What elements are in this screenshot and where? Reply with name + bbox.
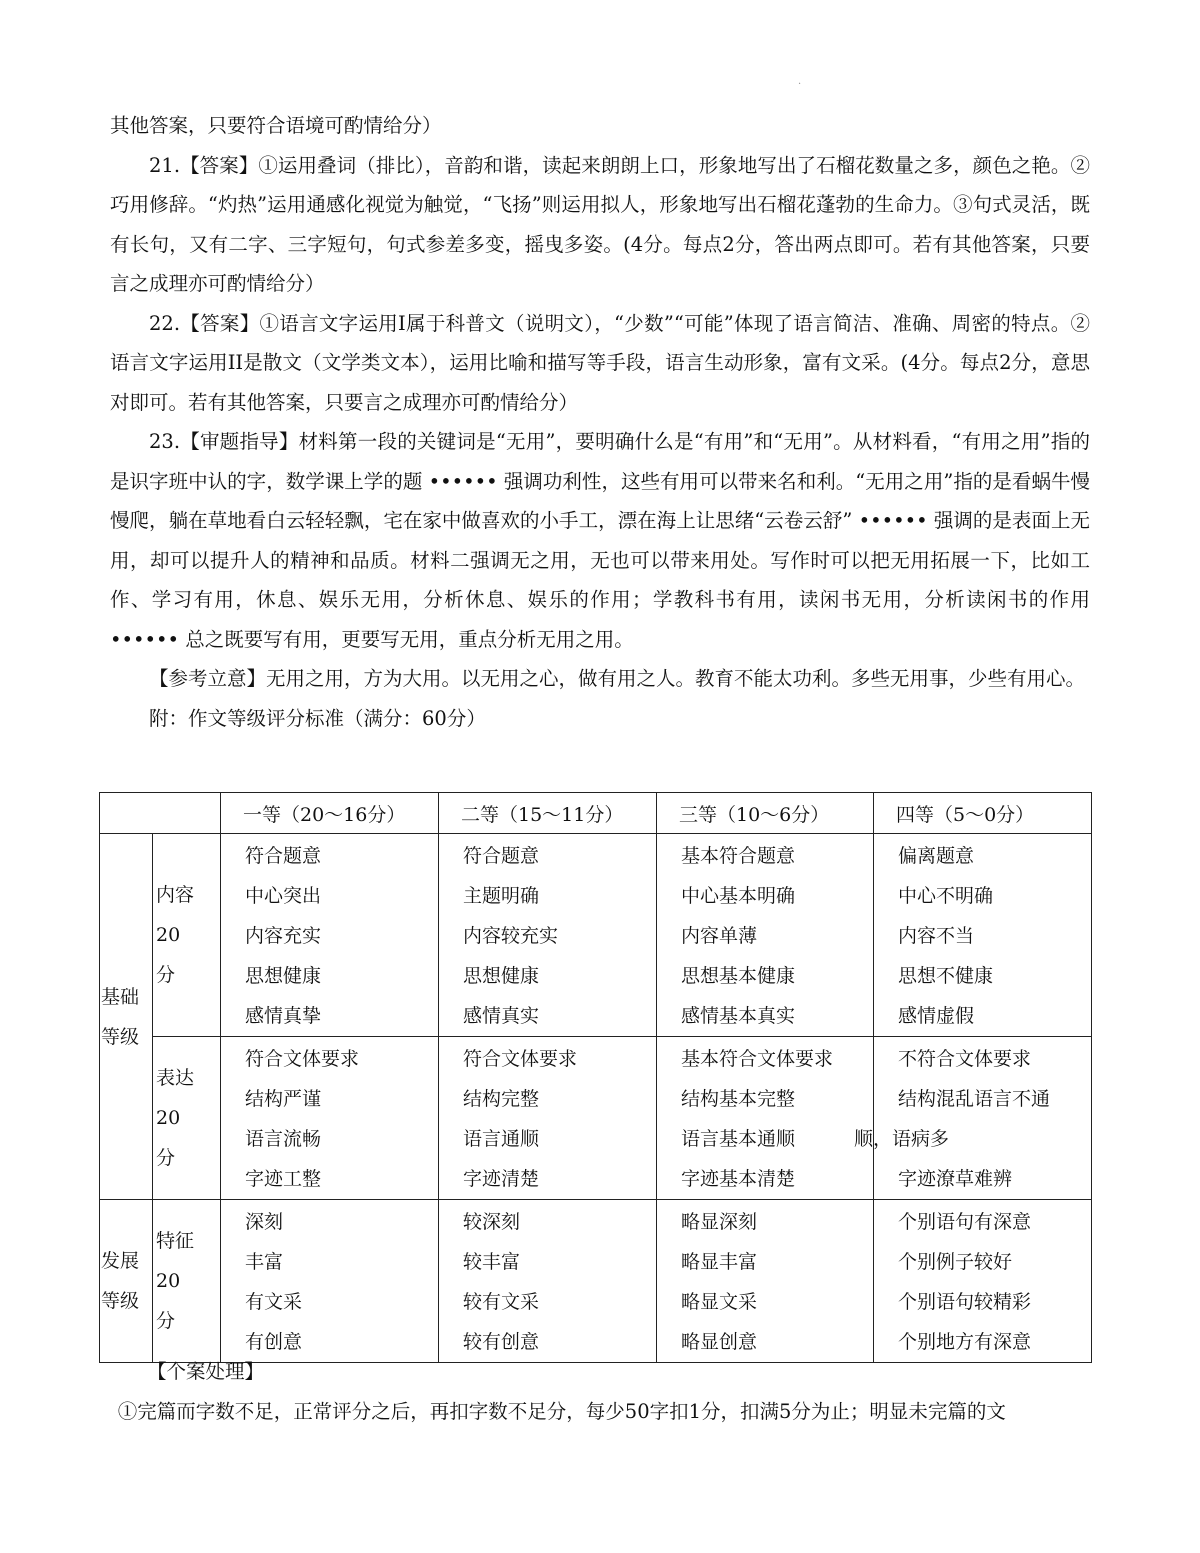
case-handling-title: 【个案处理】 [147, 1360, 265, 1383]
criterion-item: 深刻 [245, 1211, 284, 1233]
criterion-item: 内容较充实 [463, 925, 559, 947]
criterion-item: 符合题意 [245, 845, 322, 867]
criterion-item: 感情基本真实 [681, 1005, 796, 1027]
criterion-item: 略显丰富 [681, 1251, 758, 1273]
content-grade-1 [221, 834, 439, 1037]
criterion-item: 不符合文体要求 [898, 1048, 1032, 1070]
develop-level-text: 发展等级 [101, 1250, 140, 1312]
expression-label-text: 表达20分 [156, 1067, 195, 1169]
criterion-item: 中心不明确 [898, 885, 994, 907]
table-header-row [100, 793, 1092, 834]
expression-row [100, 1037, 1092, 1200]
criterion-item: 略显文采 [681, 1291, 758, 1313]
criterion-item: 个别语句较精彩 [898, 1291, 1032, 1313]
criterion-item: 符合文体要求 [245, 1048, 360, 1070]
content-grade-4 [874, 834, 1092, 1037]
criterion-item: 主题明确 [463, 885, 540, 907]
feature-grade-1 [221, 1200, 439, 1363]
criterion-item: 基本符合文体要求 [681, 1048, 834, 1070]
criterion-item: 有文采 [245, 1291, 303, 1313]
feature-label-text: 特征20分 [156, 1230, 195, 1332]
criterion-item: 感情虚假 [898, 1005, 975, 1027]
expression-grade-1 [221, 1037, 439, 1200]
criterion-item: 偏离题意 [898, 845, 975, 867]
criterion-item: 字迹基本清楚 [681, 1168, 796, 1190]
criterion-item: 中心基本明确 [681, 885, 796, 907]
criterion-item: 内容单薄 [681, 925, 758, 947]
criterion-item: 较有文采 [463, 1291, 540, 1313]
feature-row [100, 1200, 1092, 1363]
criterion-item: 语言基本通顺 [681, 1128, 796, 1150]
criterion-item: 符合题意 [463, 845, 540, 867]
grading-table-wrap [99, 792, 1091, 1363]
criterion-item: 符合文体要求 [463, 1048, 578, 1070]
expression-grade-4 [854, 1037, 1092, 1200]
criterion-item: 思想健康 [245, 965, 322, 987]
criterion-item: 结构完整 [463, 1088, 540, 1110]
case-handling [110, 1352, 1090, 1432]
grading-table [99, 792, 1092, 1363]
grade-3-header: 三等（10～6分） [657, 793, 874, 834]
criterion-item: 略显创意 [681, 1331, 758, 1353]
paragraph: 23.【审题指导】材料第一段的关键词是“无用”，要明确什么是“有用”和“无用”。从材料看，“有用之用”指的是识字班中认的字，数学课上学的题 •••••• 强调功利性，这些有用可以带来名和利。“无用之用”指的是看蜗牛慢慢爬，躺在草地看白云轻轻飘，宅在家中做喜欢的小手工，漂在海上让思绪“云卷云舒” •••••• 强调的是表面上无用，却可以提升人的精神和品质。材料二强调无之用，无也可以带来用处。写作时可以把无用拓展一下，比如工作、学习有用，休息、娱乐无用，分析休息、娱乐的作用；学教科书有用，读闲书无用，分析读闲书的作用 •••••• 总之既要写有用，更要写无用，重点分析无用之用。 [110, 430, 1090, 651]
grade-4-header: 四等（5～0分） [874, 793, 1092, 834]
basic-level-label [100, 834, 153, 1200]
paragraph: 其他答案，只要符合语境可酌情给分） [110, 114, 442, 137]
criterion-item: 思想健康 [463, 965, 540, 987]
criterion-item: 个别语句有深意 [898, 1211, 1032, 1233]
criterion-item: 字迹潦草难辨 [898, 1168, 1013, 1190]
content-label [153, 834, 221, 1037]
content-row [100, 834, 1092, 1037]
grade-1-header: 一等（20～16分） [221, 793, 439, 834]
case-handling-text: ①完篇而字数不足，正常评分之后，再扣字数不足分，每少50字扣1分，扣满5分为止；明显未完篇的文 [117, 1400, 1006, 1423]
feature-grade-4 [874, 1200, 1092, 1363]
header-mark: · [798, 79, 802, 90]
criterion-item: 字迹工整 [245, 1168, 322, 1190]
criterion-item: 语言流畅 [245, 1128, 322, 1150]
criterion-item: 基本符合题意 [681, 845, 796, 867]
expression-label [153, 1037, 221, 1200]
feature-grade-2 [439, 1200, 657, 1363]
paragraph: 附：作文等级评分标准（满分：60分） [149, 706, 486, 730]
content-label-text: 内容20分 [156, 884, 195, 986]
criterion-item: 感情真挚 [245, 1005, 322, 1027]
criterion-item: 字迹清楚 [463, 1168, 540, 1190]
content-grade-3 [657, 834, 874, 1037]
paragraph: 【参考立意】无用之用，方为大用。以无用之心，做有用之人。教育不能太功利。多些无用事，少些有用心。 [149, 667, 1086, 690]
criterion-item: 较丰富 [463, 1251, 521, 1273]
criterion-item: 内容不当 [898, 925, 975, 947]
criterion-item: 较深刻 [463, 1211, 521, 1233]
criterion-item: 个别地方有深意 [898, 1331, 1032, 1353]
expression-grade-2 [439, 1037, 657, 1200]
criterion-item: 内容充实 [245, 925, 322, 947]
criterion-item: 结构严谨 [245, 1088, 322, 1110]
criterion-item: 中心突出 [245, 885, 322, 907]
criterion-item: 语言通顺 [463, 1128, 540, 1150]
corner-cell [100, 793, 221, 834]
criterion-item: 思想基本健康 [681, 965, 796, 987]
answer-text [110, 106, 1090, 738]
criterion-item: 个别例子较好 [898, 1251, 1013, 1273]
paragraph: 21.【答案】①运用叠词（排比），音韵和谐，读起来朗朗上口，形象地写出了石榴花数量之多，颜色之艳。②巧用修辞。“灼热”运用通感化视觉为触觉，“飞扬”则运用拟人，形象地写出石榴花蓬勃的生命力。③句式灵活，既有长句，又有二字、三字短句，句式参差多变，摇曳多姿。(4分。每点2分，答出两点即可。若有其他答案，只要言之成理亦可酌情给分） [110, 153, 1090, 295]
develop-level-label [100, 1200, 153, 1363]
content-grade-2 [439, 834, 657, 1037]
criterion-item: 略显深刻 [681, 1211, 758, 1233]
criterion-item: 有创意 [245, 1331, 303, 1353]
feature-grade-3 [657, 1200, 874, 1363]
criterion-item: 感情真实 [463, 1005, 540, 1027]
paragraph: 22.【答案】①语言文字运用I属于科普文（说明文），“少数”“可能”体现了语言简洁、准确、周密的特点。②语言文字运用II是散文（文学类文本），运用比喻和描写等手段，语言生动形象，富有文采。(4分。每点2分，意思对即可。若有其他答案，只要言之成理亦可酌情给分） [110, 311, 1090, 414]
criterion-item: 顺，语病多 [854, 1128, 950, 1150]
feature-label [153, 1200, 221, 1363]
criterion-item: 思想不健康 [898, 965, 994, 987]
criterion-item: 结构基本完整 [681, 1088, 796, 1110]
criterion-item: 丰富 [245, 1251, 284, 1273]
criterion-item: 结构混乱语言不通 [898, 1088, 1051, 1110]
grade-2-header: 二等（15～11分） [439, 793, 657, 834]
criterion-item: 较有创意 [463, 1331, 540, 1353]
expression-grade-3 [657, 1037, 874, 1200]
basic-level-text: 基础等级 [101, 985, 140, 1048]
